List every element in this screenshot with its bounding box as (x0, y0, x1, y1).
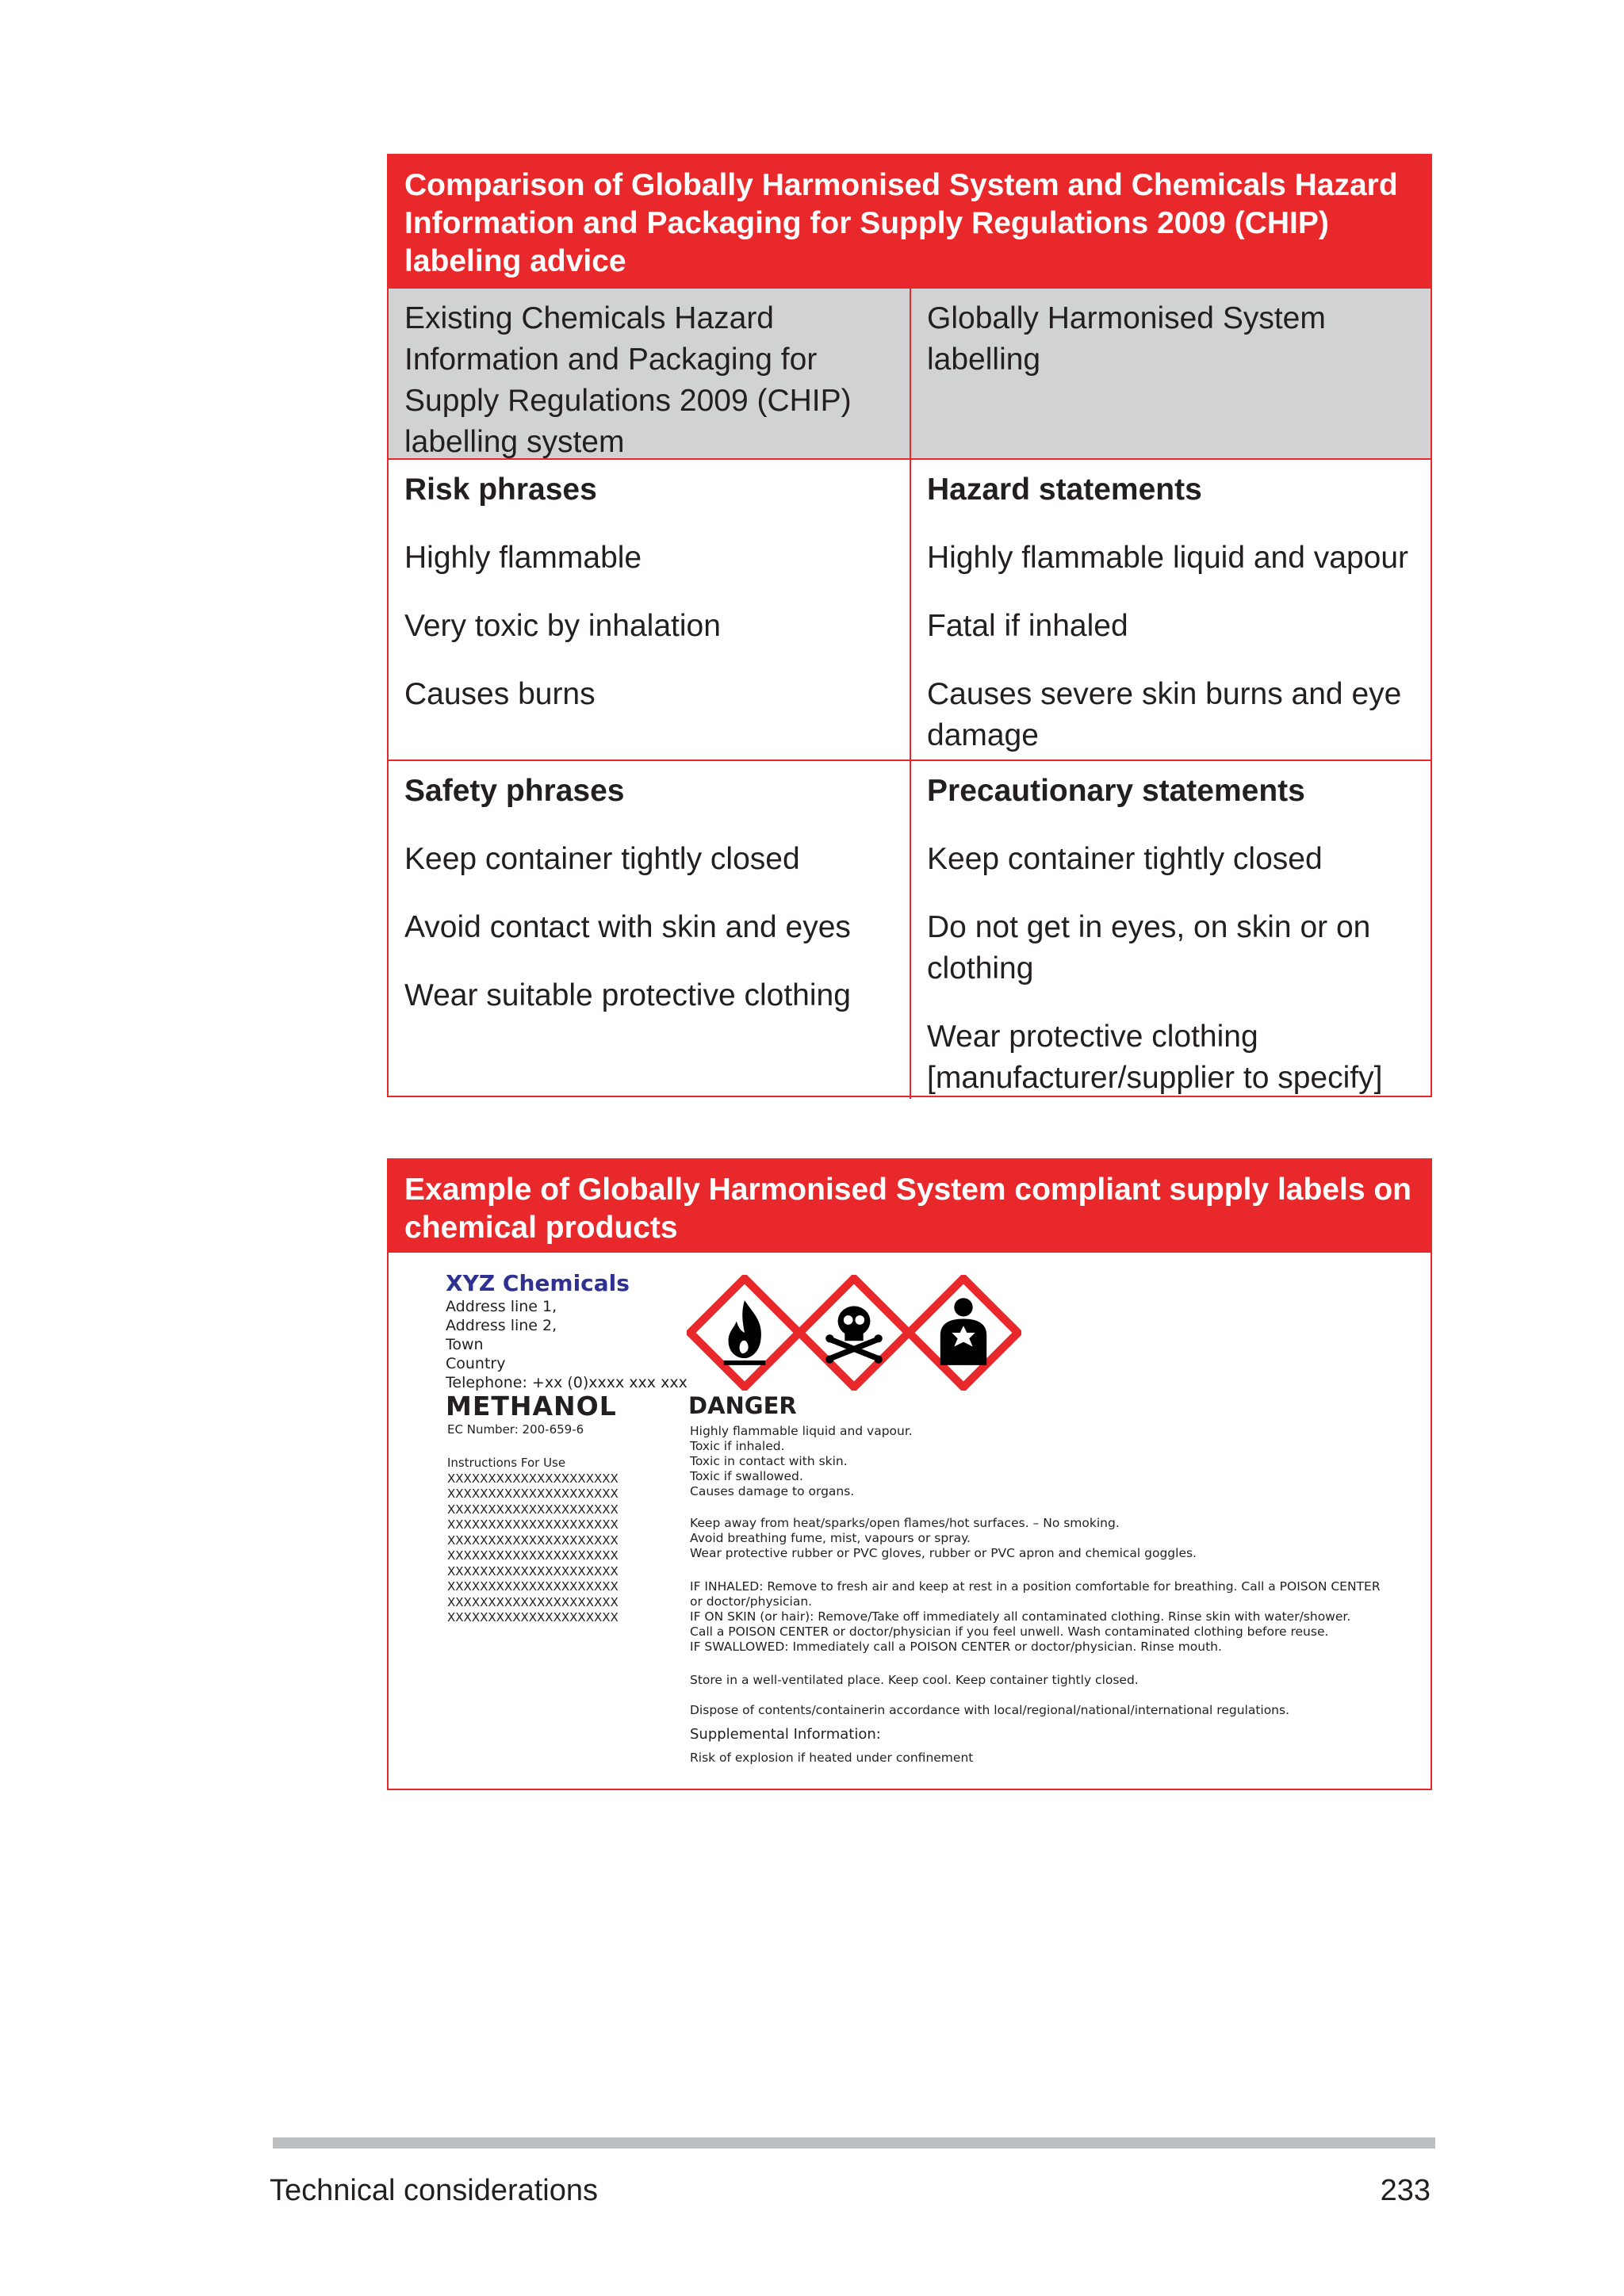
footer-rule (273, 2137, 1435, 2149)
precautionary-statement: Keep container tightly closed (927, 842, 1323, 876)
risk-phrases-cell (389, 460, 910, 760)
hazard-statements-cell (910, 460, 1431, 760)
label-precaution-line: Keep away from heat/sparks/open flames/hot surfaces. – No smoking. (690, 1516, 1120, 1530)
safety-phrase: Avoid contact with skin and eyes (404, 910, 851, 944)
precautionary-statements-cell (910, 761, 1431, 1099)
label-precaution-line: Avoid breathing fume, mist, vapours or spray. (690, 1531, 971, 1545)
safety-row (389, 760, 1431, 1099)
chip-column-header: Existing Chemicals Hazard Information and Packaging for Supply Regulations 2009 (CHIP) labelling system (404, 301, 852, 459)
risk-phrases-title: Risk phrases (404, 473, 597, 507)
hazard-statement: Fatal if inhaled (927, 609, 1128, 643)
column-header-row (389, 289, 1431, 458)
instructions-line: XXXXXXXXXXXXXXXXXXXXX (447, 1471, 619, 1486)
supply-label (389, 1253, 1431, 1789)
label-example-box (387, 1158, 1432, 1790)
instructions-line: XXXXXXXXXXXXXXXXXXXXX (447, 1594, 619, 1609)
precautionary-statement: Wear protective clothing [manufacturer/supplier to specify] (927, 1020, 1383, 1095)
risk-row (389, 458, 1431, 760)
hazard-statement: Highly flammable liquid and vapour (927, 541, 1408, 575)
label-response-line: Call a POISON CENTER or doctor/physician if you feel unwell. Wash contaminated clothing before reuse. (690, 1624, 1329, 1639)
precautions-response-block (690, 1579, 1404, 1655)
instructions-line: XXXXXXXXXXXXXXXXXXXXX (447, 1579, 619, 1594)
instructions-line: XXXXXXXXXXXXXXXXXXXXX (447, 1548, 619, 1563)
company-name: XYZ Chemicals (446, 1270, 630, 1296)
product-name: METHANOL (446, 1391, 617, 1422)
hazard-statements-title: Hazard statements (927, 473, 1202, 507)
label-response-line: IF SWALLOWED: Immediately call a POISON CENTER or doctor/physician. Rinse mouth. (690, 1640, 1222, 1654)
precautionary-statement: Do not get in eyes, on skin or on clothing (927, 910, 1371, 985)
disposal-line: Dispose of contents/containerin accordance with local/regional/national/international regulations. (690, 1703, 1290, 1717)
instructions-line: XXXXXXXXXXXXXXXXXXXXX (447, 1487, 619, 1501)
risk-phrase: Causes burns (404, 677, 596, 711)
signal-word: DANGER (688, 1392, 797, 1419)
address-line: Town (446, 1336, 484, 1353)
skull-crossbones-pictogram-icon (796, 1275, 912, 1391)
telephone-line: Telephone: +xx (0)xxxx xxx xxx (446, 1374, 688, 1391)
footer-section-title: Technical considerations (270, 2174, 599, 2207)
safety-phrase: Keep container tightly closed (404, 842, 800, 876)
instructions-title: Instructions For Use (447, 1456, 566, 1470)
instructions-line: XXXXXXXXXXXXXXXXXXXXX (447, 1502, 619, 1517)
safety-phrases-cell (389, 761, 910, 1099)
page-number: 233 (1380, 2174, 1431, 2207)
address-line: Address line 2, (446, 1317, 557, 1334)
instructions-line: XXXXXXXXXXXXXXXXXXXXX (447, 1563, 619, 1578)
instructions-block (447, 1456, 619, 1626)
comparison-table (387, 154, 1432, 1097)
label-response-line: IF ON SKIN (or hair): Remove/Take off immediately all contaminated clothing. Rinse skin with water/shower. (690, 1609, 1351, 1624)
hazard-statements-block (690, 1424, 1404, 1499)
address-line: Address line 1, (446, 1298, 557, 1315)
risk-phrase: Highly flammable (404, 541, 642, 575)
ghs-column-header: Globally Harmonised System labelling (910, 289, 1431, 458)
address-line: Country (446, 1355, 506, 1372)
precautionary-statements-title: Precautionary statements (927, 774, 1305, 808)
supplemental-line: Risk of explosion if heated under confinement (690, 1751, 974, 1765)
ec-number: EC Number: 200-659-6 (447, 1422, 584, 1437)
instructions-line: XXXXXXXXXXXXXXXXXXXXX (447, 1533, 619, 1548)
label-precaution-line: Wear protective rubber or PVC gloves, rubber or PVC apron and chemical goggles. (690, 1546, 1197, 1560)
storage-line: Store in a well-ventilated place. Keep cool. Keep container tightly closed. (690, 1673, 1139, 1687)
flame-pictogram-icon (687, 1275, 802, 1391)
safety-phrases-title: Safety phrases (404, 774, 625, 808)
precautions-prevention-block (690, 1516, 1404, 1561)
instructions-line: XXXXXXXXXXXXXXXXXXXXX (447, 1610, 619, 1624)
label-hazard-line: Causes damage to organs. (690, 1484, 855, 1498)
label-response-line: IF INHALED: Remove to fresh air and keep at rest in a position comfortable for breathing. Call a POISON CENTER (690, 1579, 1381, 1594)
risk-phrase: Very toxic by inhalation (404, 609, 721, 643)
company-address (446, 1297, 688, 1392)
instructions-line: XXXXXXXXXXXXXXXXXXXXX (447, 1517, 619, 1532)
label-response-line: or doctor/physician. (690, 1594, 813, 1609)
label-hazard-line: Toxic in contact with skin. (690, 1454, 848, 1468)
label-example-title: Example of Globally Harmonised System compliant supply labels on chemical products (389, 1160, 1431, 1253)
comparison-table-title: Comparison of Globally Harmonised System and Chemicals Hazard Information and Packaging for Supply Regulations 2009 (CHIP) labeling advice (389, 155, 1431, 289)
health-hazard-pictogram-icon (906, 1275, 1021, 1391)
safety-phrase: Wear suitable protective clothing (404, 978, 851, 1012)
label-hazard-line: Toxic if inhaled. (690, 1439, 785, 1453)
hazard-statement: Causes severe skin burns and eye damage (927, 677, 1402, 752)
label-hazard-line: Highly flammable liquid and vapour. (690, 1424, 913, 1438)
supplemental-title: Supplemental Information: (690, 1726, 881, 1743)
label-hazard-line: Toxic if swallowed. (690, 1469, 803, 1483)
